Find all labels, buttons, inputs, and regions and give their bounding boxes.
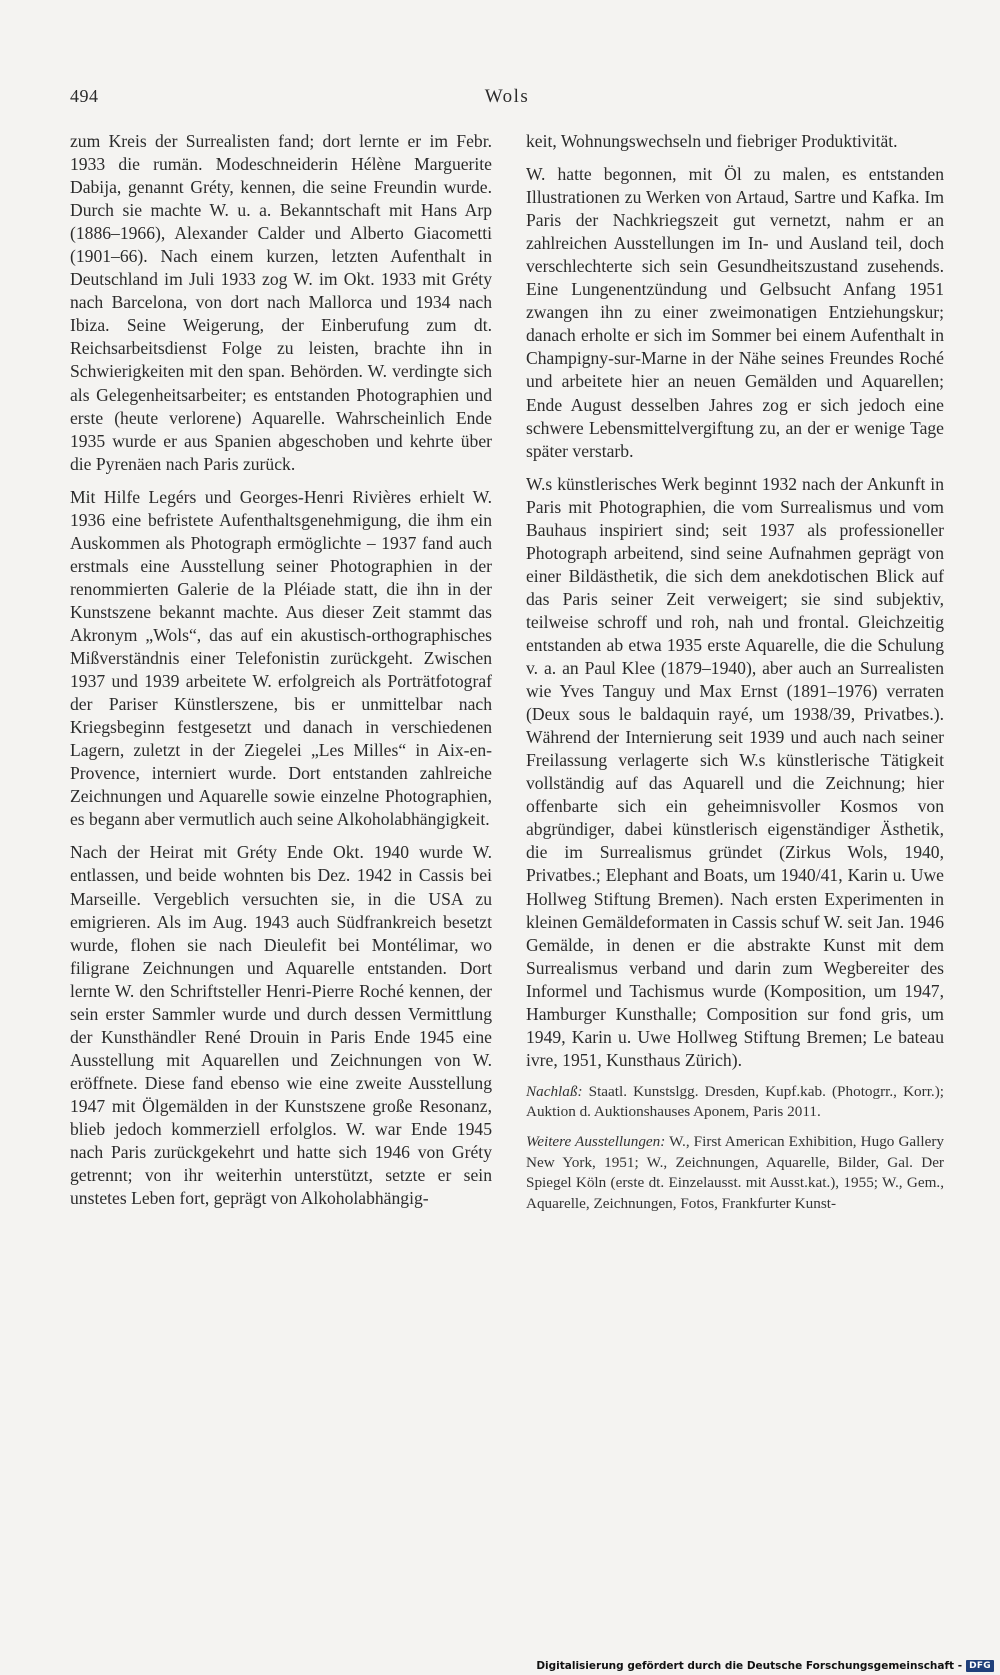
paragraph: Nach der Heirat mit Gréty Ende Okt. 1940 wurde W. entlassen, und beide wohnten bis Dez. 1942 in Cassis bei Marseille. Vergeblich versuchten sie, in die USA zu emigrieren. Als im Aug. 1943 auch Südfrankreich besetzt wurde, flohen sie nach Dieulefit bei Montélimar, wo filigrane Zeichnungen und Aquarelle entstanden. Dort lernte W. den Schriftsteller Henri-Pierre Roché kennen, der sein erster Sammler wurde und durch dessen Vermittlung der Kunsthändler René Drouin in Paris Ende 1945 eine Ausstellung mit Aquarellen und Zeichnungen von W. eröffnete. Diese fand ebenso wie eine zweite Ausstellung 1947 mit Ölgemälden in der Kunstszene große Resonanz, blieb jedoch kommerziell erfolglos. W. war Ende 1945 nach Paris zurückgekehrt und hatte sich 1946 von Gréty getrennt; von ihr weiterhin unterstützt, setzte er sein unstetes Leben fort, geprägt von Alkoholabhängig-: [70, 842, 492, 1209]
paragraph: W. hatte begonnen, mit Öl zu malen, es entstanden Illustrationen zu Werken von Artaud, Sartre und Kafka. Im Paris der Nachkriegszeit gut vernetzt, nahm er an zahlreichen Ausstellungen im In- und Ausland teil, doch verschlechterte sich sein Gesundheitszustand zusehends. Eine Lungenentzündung und Gelbsucht Anfang 1951 zwangen ihn zu einer zweimonatigen Entziehungskur; danach erholte er sich im Sommer bei einem Aufenthalt in Champigny-sur-Marne in der Nähe seines Freundes Roché und arbeitete hier an neuen Gemälden und Aquarellen; Ende August desselben Jahres zog er sich jedoch eine schwere Lebensmittelvergiftung zu, an der er wenige Tage später verstarb.: [526, 164, 944, 461]
paragraph: keit, Wohnungswechseln und fiebriger Produktivität.: [526, 131, 898, 151]
paragraph: zum Kreis der Surrealisten fand; dort lernte er im Febr. 1933 die rumän. Modeschneiderin Hélène Marguerite Dabija, genannt Gréty, kennen, die seine Freundin wurde. Durch sie machte W. u. a. Bekanntschaft mit Hans Arp (1886–1966), Alexander Calder und Alberto Giacometti (1901–66). Nach einem kurzen, letzten Aufenthalt in Deutschland im Juli 1933 zog W. im Okt. 1933 mit Gréty nach Barcelona, von dort nach Mallorca und 1934 nach Ibiza. Seine Weigerung, der Einberufung zum dt. Reichsarbeitsdienst Folge zu leisten, brachte ihn in Schwierigkeiten mit den span. Behörden. W. verdingte sich als Gelegenheitsarbeiter; es entstanden Photographien und erste (heute verlorene) Aquarelle. Wahrscheinlich Ende 1935 wurde er aus Spanien abgeschoben und kehrte über die Pyrenäen nach Paris zurück.: [70, 131, 492, 474]
exhibitions-text: W., First American Exhibition, Hugo Gallery New York, 1951; W., Zeichnungen, Aquarelle, Bilder, Gal. Der Spiegel Köln (erste dt. Einzelausst. mit Ausst.kat.), 1955; W., Gem., Aquarelle, Zeichnungen, Fotos, Frankfurter Kunst-: [526, 1133, 944, 1212]
nachlass-text: Staatl. Kunstslgg. Dresden, Kupf.kab. (Photogrr., Korr.); Auktion d. Auktionshauses Aponem, Paris 2011.: [526, 1082, 944, 1121]
funding-footer: [536, 1660, 994, 1672]
paragraph: Mit Hilfe Legérs und Georges-Henri Rivières erhielt W. 1936 eine befristete Aufenthaltsgenehmigung, die ihm ein Auskommen als Photograph ermöglichte – 1937 fand auch erstmals eine Ausstellung seiner Photographien in der renommierten Galerie de la Pléiade statt, die ihn in der Kunstszene bekannt machte. Aus dieser Zeit stammt das Akronym „Wols“, das auf ein akustisch-orthographisches Mißverständnis einer Telefonistin zurückgeht. Zwischen 1937 und 1939 arbeitete W. erfolgreich als Porträtfotograf der Pariser Künstlerszene, bis er unmittelbar nach Kriegsbeginn festgesetzt und danach in verschiedenen Lagern, zuletzt in der Ziegelei „Les Milles“ in Aix-en-Provence, interniert wurde. Dort entstanden zahlreiche Zeichnungen und Aquarelle sowie einzelne Photographien, es begann aber vermutlich auch seine Alkoholabhängigkeit.: [70, 486, 492, 830]
right-column: [526, 130, 944, 1223]
running-title: Wols: [484, 86, 530, 107]
nachlass-label: Nachlaß:: [526, 1082, 583, 1100]
exhibitions-label: Weitere Ausstellungen:: [526, 1133, 666, 1151]
page-number: 494: [70, 86, 99, 106]
dfg-logo: DFG: [966, 1660, 994, 1672]
paragraph: W.s künstlerisches Werk beginnt 1932 nach der Ankunft in Paris mit Photographien, die vom Surrealismus und vom Bauhaus inspiriert sind; seit 1937 als professioneller Photograph arbeitend, sind seine Aufnahmen geprägt von einer Bildästhetik, die sich dem anekdotischen Blick auf das Paris seiner Zeit verweigert; sie sind subjektiv, teilweise schroff und roh, nah und frontal. Gleichzeitig entstanden ab etwa 1935 erste Aquarelle, die die Schulung v. a. an Paul Klee (1879–1940), aber auch an Surrealisten wie Yves Tanguy und Max Ernst (1891–1976) verraten (Deux sous le baldaquin rayé, um 1938/39, Privatbes.). Während der Internierung seit 1939 und auch nach seiner Freilassung verlagerte sich W.s künstlerische Tätigkeit vollständig auf das Aquarell und die Zeichnung; hier offenbarte sich ein geheimnisvoller Kosmos von abgründiger, dabei künstlerisch eigenständiger Ästhetik, die im Surrealismus gründet (Zirkus Wols, 1940, Privatbes.; Elephant and Boats, um 1940/41, Karin u. Uwe Hollweg Stiftung Bremen). Nach ersten Experimenten in kleinen Gemäldeformaten in Cassis schuf W. seit Jan. 1946 Gemälde, in denen er die abstrakte Kunst mit dem Surrealismus verband und darin zum Wegbereiter des Informel und Tachismus wurde (Komposition, um 1947, Hamburger Kunsthalle; Composition sur fond gris, um 1949, Karin u. Uwe Hollweg Stiftung Bremen; Le bateau ivre, 1951, Kunsthaus Zürich).: [526, 473, 944, 1070]
exhibitions-note: [526, 1132, 944, 1214]
nachlass-note: [526, 1082, 944, 1123]
left-column: [70, 130, 492, 1220]
page-header: [70, 86, 944, 116]
funding-note: Digitalisierung gefördert durch die Deutsche Forschungsgemeinschaft -: [536, 1660, 963, 1672]
